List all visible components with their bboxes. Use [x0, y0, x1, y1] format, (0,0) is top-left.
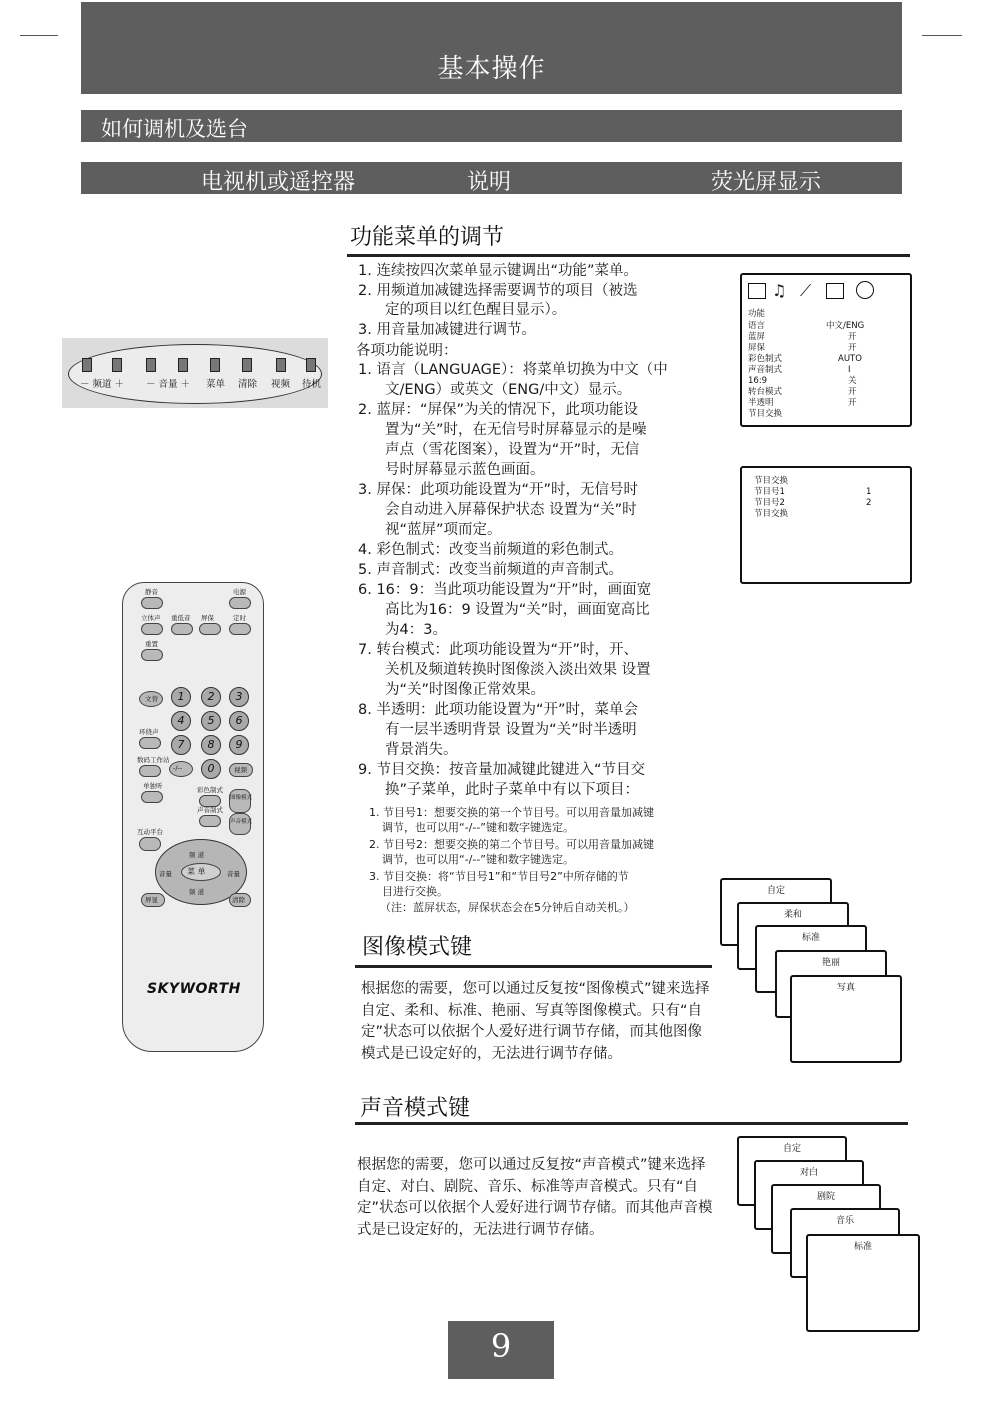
remote-label-bass: 重低音 — [171, 614, 191, 622]
column-header-device: 电视机或遥控器 — [201, 170, 356, 195]
osd-swap-label: 节目交换 — [754, 476, 789, 486]
osd-row-label: 16:9 — [748, 376, 768, 386]
osd-row-label: 声音制式 — [748, 365, 783, 375]
step-3: 3. 用音量加减键进行调节。 — [358, 322, 536, 338]
power-button[interactable] — [229, 597, 251, 609]
osd-row-label: 语言 — [748, 321, 766, 331]
item-line-21: 9. 节目交换：按音量加减键此键进入“节目交 — [358, 762, 645, 778]
step-2: 2. 用频道加减键选择需要调节的项目（被选 — [358, 283, 638, 299]
signal-icon: ⟋ — [800, 281, 812, 300]
led-volume-down — [146, 358, 156, 372]
sound-mode-label: 对白 — [799, 1168, 818, 1178]
panel-label-clear: 清除 — [238, 379, 258, 390]
osd-row-label: 彩色制式 — [748, 354, 783, 364]
osd-swap-label: 节目号1 — [754, 487, 785, 497]
item-line-15: 7. 转台模式：此项功能设置为“开”时，开、 — [358, 642, 638, 658]
item-line-1: 1. 语言（LANGUAGE）：将菜单切换为中文（中 — [358, 362, 668, 378]
remote-label-screen: 屏显 — [145, 896, 158, 904]
sub-item-2-cont: 调节，也可以用“-/--”键和数字键选定。 — [382, 853, 575, 866]
sub-item-1-cont: 调节，也可以用“-/--”键和数字键选定。 — [382, 821, 575, 834]
picture-mode-body: 根据您的需要，您可以通过反复按“图像模式”键来选择自定、柔和、标准、艳丽、写真等图像模式。只有“自定”状态可以依据个人爱好进行调节存储，而其他图像模式是已设定好的，无法进行调节存储。 — [361, 981, 710, 1062]
remote-control — [122, 582, 264, 1052]
digit-7-button[interactable]: 7 — [171, 735, 191, 755]
remote-label-picture-mode: 图像模式 — [230, 795, 253, 801]
picture-icon — [748, 283, 766, 299]
sound-mode-body: 根据您的需要，您可以通过反复按“声音模式”键来选择自定、对白、剧院、音乐、标准等声音模式。只有“自定”状态可以依据个人爱好进行调节存储。而其他声音模式是已设定好的，无法进行调节存储。 — [357, 1157, 713, 1238]
remote-label-digit-mode: 数码工作站 — [137, 756, 170, 764]
remote-label-teletext: 文替 — [145, 695, 158, 703]
led-channel-down — [82, 358, 92, 372]
item-line-18: 8. 半透明：此项功能设置为“开”时，菜单会 — [358, 702, 638, 718]
digit-4-button[interactable]: 4 — [171, 711, 191, 731]
item-line-12: 6. 16：9：当此项功能设置为“开”时，画面宽 — [358, 582, 652, 598]
subtitle-bar — [81, 110, 902, 142]
surround-button[interactable] — [139, 737, 161, 749]
item-line-11: 5. 声音制式：改变当前频道的声音制式。 — [358, 562, 623, 578]
item-line-9: 视“蓝屏”项而定。 — [385, 522, 502, 538]
remote-label-color-system: 彩色制式 — [197, 786, 223, 794]
item-line-16: 关机及频道转换时图像淡入淡出效果 设置 — [385, 662, 651, 678]
led-volume-up — [178, 358, 188, 372]
item-line-2: 文/ENG）或英文（ENG/中文）显示。 — [385, 382, 632, 398]
osd-swap-value: 1 — [866, 487, 872, 497]
sub-item-2: 2. 节目号2：想要交换的第二个节目号。可以用音量加减键 — [369, 838, 654, 851]
osd-swap-label: 节目交换 — [754, 509, 789, 519]
remote-label-interactive: 互动平台 — [137, 828, 163, 836]
remote-label-surround: 环绕声 — [139, 728, 159, 736]
column-header-description: 说明 — [467, 170, 512, 195]
item-line-6: 号时屏幕显示蓝色画面。 — [385, 462, 545, 478]
note: （注：蓝屏状态，屏保状态会在5分钟后自动关机。） — [380, 901, 635, 914]
osd-swap-label: 节目号2 — [754, 498, 785, 508]
osd-row-label: 蓝屏 — [748, 332, 766, 342]
remote-label-volume-right: 音量 — [227, 870, 240, 878]
page-number: 9 — [490, 1327, 512, 1365]
function-menu-rule — [347, 254, 910, 257]
single-listen-button[interactable] — [141, 791, 163, 803]
clock-icon — [856, 281, 874, 299]
picture-mode-label: 写真 — [836, 983, 855, 993]
item-line-14: 为4：3。 — [385, 622, 447, 638]
digit-3-button[interactable]: 3 — [229, 687, 249, 707]
title-bar — [81, 2, 902, 94]
trim-mark-right — [922, 35, 962, 36]
led-standby — [306, 358, 316, 372]
page-number-box — [448, 1321, 554, 1379]
remote-label-screensaver: 屏保 — [201, 614, 214, 622]
sub-item-1: 1. 节目号1：想要交换的第一个节目号。可以用音量加减键 — [369, 806, 654, 819]
music-icon: ♫ — [772, 281, 787, 300]
remote-label-timer: 定时 — [233, 614, 246, 622]
item-line-17: 为“关”时图像正常效果。 — [385, 682, 546, 698]
panel-label-standby: 待机 — [302, 379, 322, 390]
remote-label-reset: 重置 — [145, 640, 158, 648]
tv-front-panel — [62, 338, 328, 408]
trim-mark-left — [20, 35, 58, 36]
image-icon — [826, 283, 844, 299]
stereo-button[interactable] — [141, 623, 163, 635]
remote-label-power: 电源 — [233, 588, 246, 596]
function-menu-heading: 功能菜单的调节 — [350, 225, 505, 250]
panel-label-menu: 菜单 — [206, 379, 226, 390]
item-line-8: 会自动进入屏幕保护状态 设置为“关”时 — [385, 502, 637, 518]
item-line-7: 3. 屏保：此项功能设置为“开”时，无信号时 — [358, 482, 638, 498]
osd-row-value: 开 — [848, 332, 857, 342]
bass-button[interactable] — [171, 623, 193, 635]
item-line-5: 声点（雪花图案），设置为“开”时，无信 — [385, 442, 640, 458]
digit-mode-button[interactable] — [139, 765, 161, 777]
step-1: 1. 连续按四次菜单显示键调出“功能”菜单。 — [358, 263, 638, 279]
digit-8-button[interactable]: 8 — [201, 735, 221, 755]
panel-label-video: 视频 — [271, 379, 291, 390]
picture-mode-card — [790, 975, 902, 1063]
sound-mode-label: 音乐 — [835, 1216, 854, 1226]
column-header-bar — [81, 162, 902, 194]
osd-row-value: 开 — [848, 343, 857, 353]
sound-mode-label: 自定 — [782, 1144, 801, 1154]
remote-label-menu: 菜 单 — [187, 867, 206, 876]
item-line-3: 2. 蓝屏：“屏保”为关的情况下，此项功能设 — [358, 402, 638, 418]
osd-icon-row — [748, 281, 898, 305]
timer-button[interactable] — [229, 623, 251, 635]
osd-function-title: 功能 — [748, 309, 766, 319]
step-2-cont: 定的项目以红色醒目显示）。 — [385, 302, 567, 318]
sound-system-button[interactable] — [199, 815, 221, 827]
led-clear — [242, 358, 252, 372]
item-line-20: 背景消失。 — [385, 742, 458, 758]
osd-row-label: 屏保 — [748, 343, 766, 353]
reset-button[interactable] — [141, 649, 163, 661]
remote-label-volume-left: 音量 — [159, 870, 172, 878]
remote-label-channel-down: 频 道 — [189, 888, 205, 896]
osd-row-label: 半透明 — [748, 398, 774, 408]
remote-label-single-listen: 单独听 — [143, 782, 163, 790]
interactive-button[interactable] — [139, 837, 161, 851]
osd-row-value: AUTO — [838, 354, 862, 364]
osd-row-label: 转台模式 — [748, 387, 783, 397]
osd-row-value: 中文/ENG — [826, 321, 865, 331]
picture-mode-label: 艳丽 — [821, 958, 840, 968]
remote-label-sound-mode: 声音模式 — [230, 819, 253, 825]
items-title: 各项功能说明： — [356, 343, 458, 359]
remote-label-stereo: 立体声 — [141, 614, 161, 622]
sub-item-3: 3. 节目交换：将“节目号1”和“节目号2”中所存储的节 — [369, 870, 629, 883]
remote-label-clear: 清除 — [232, 896, 245, 904]
osd-swap-value: 2 — [866, 498, 872, 508]
digit-5-button[interactable]: 5 — [201, 711, 221, 731]
osd-row-value: 开 — [848, 387, 857, 397]
digit-6-button[interactable]: 6 — [229, 711, 249, 731]
sub-item-3-cont: 目进行交换。 — [382, 885, 448, 898]
column-header-screen: 荧光屏显示 — [711, 170, 822, 195]
led-menu — [210, 358, 220, 372]
osd-function-screen — [740, 273, 912, 427]
osd-row-value: 开 — [848, 398, 857, 408]
led-channel-up — [112, 358, 122, 372]
picture-mode-label: 标准 — [801, 933, 820, 943]
section-title: 如何调机及选台 — [101, 117, 248, 141]
led-video — [276, 358, 286, 372]
item-line-19: 有一层半透明背景 设置为“关”时半透明 — [385, 722, 637, 738]
item-line-4: 置为“关”时，在无信号时屏幕显示的是噪 — [385, 422, 647, 438]
sound-mode-label: 标准 — [853, 1242, 872, 1252]
remote-label-channel-up: 频 道 — [189, 851, 205, 859]
mute-button[interactable] — [141, 597, 163, 609]
item-line-13: 高比为16：9 设置为“关”时，画面宽高比 — [385, 602, 650, 618]
page-title: 基本操作 — [437, 54, 546, 84]
digit-0-button[interactable]: 0 — [201, 759, 221, 779]
sound-mode-card — [806, 1234, 920, 1332]
digit-9-button[interactable]: 9 — [229, 735, 249, 755]
osd-swap-screen — [740, 466, 912, 584]
sound-mode-heading: 声音模式键 — [360, 1096, 471, 1121]
panel-oval — [68, 344, 322, 404]
screensaver-button[interactable] — [199, 623, 221, 635]
remote-label-dash: -/-- — [173, 764, 183, 772]
digit-1-button[interactable]: 1 — [171, 687, 191, 707]
panel-label-channel: － 频道 ＋ — [80, 379, 125, 390]
picture-mode-heading: 图像模式键 — [362, 935, 473, 960]
item-line-10: 4. 彩色制式：改变当前频道的彩色制式。 — [358, 542, 623, 558]
remote-label-sound-system: 声音制式 — [197, 806, 223, 814]
osd-row-value: 关 — [848, 376, 857, 386]
osd-row-value: I — [848, 365, 851, 375]
brand-logo: SKYWORTH — [147, 981, 241, 997]
osd-row-label: 节目交换 — [748, 409, 783, 419]
sound-mode-label: 剧院 — [816, 1192, 835, 1202]
picture-mode-label: 柔和 — [783, 910, 802, 920]
picture-mode-label: 自定 — [766, 886, 785, 896]
remote-label-video: 视频 — [234, 766, 247, 774]
remote-label-mute: 静音 — [145, 588, 158, 596]
sound-mode-rule — [355, 1122, 908, 1125]
picture-mode-rule — [355, 965, 712, 968]
panel-label-volume: － 音量 ＋ — [146, 379, 191, 390]
digit-2-button[interactable]: 2 — [201, 687, 221, 707]
item-line-22: 换”子菜单，此时子菜单中有以下项目： — [385, 782, 640, 798]
